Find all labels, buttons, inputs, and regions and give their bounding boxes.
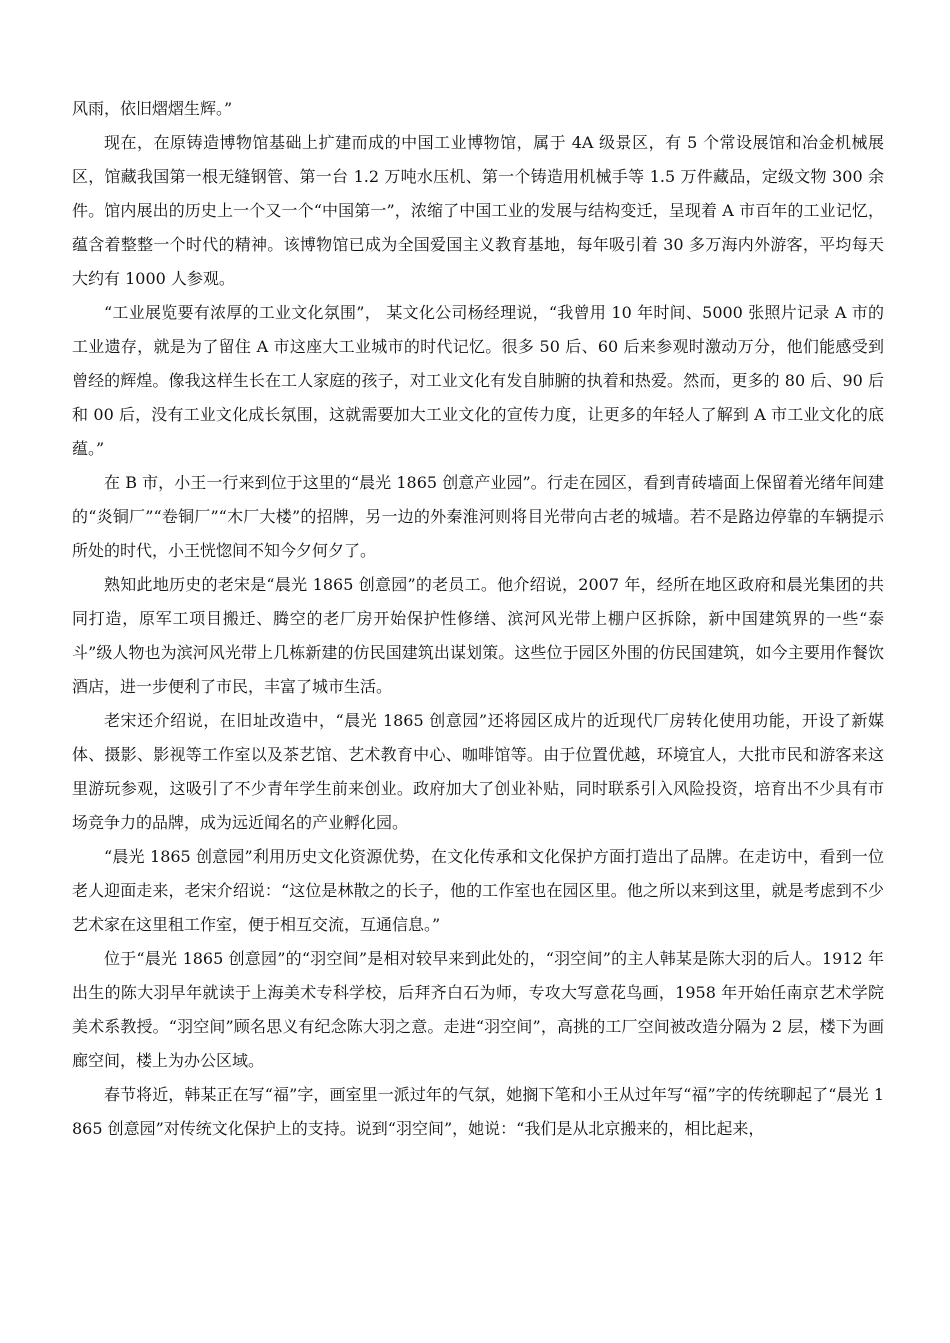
paragraph-cultural-brand: “晨光 1865 创意园”利用历史文化资源优势，在文化传承和文化保护方面打造出了品牌。在走访中，看到一位老人迎面走来，老宋介绍说：“这位是林散之的长子，他的工作室也在园区里。他之所以来到这里，就是考虑到不少艺术家在这里租工作室，便于相互交流，互通信息。” (72, 847, 884, 934)
paragraph-yu-space: 位于“晨光 1865 创意园”的“羽空间”是相对较早来到此处的，“羽空间”的主人韩某是陈大羽的后人。1912 年出生的陈大羽早年就读于上海美术专科学校，后拜齐白石为师，专攻大写意花鸟画，1958 年开始任南京艺术学院美术系教授。“羽空间”顾名思义有纪念陈大羽之意。走进“羽空间”，高挑的工厂空间被改造分隔为 2 层，楼下为画廊空间，楼上为办公区域。 (72, 949, 884, 1070)
paragraph-manager-yang-quote: “工业展览要有浓厚的工业文化氛围”， 某文化公司杨经理说，“我曾用 10 年时间、5000 张照片记录 A 市的工业遗存，就是为了留住 A 市这座大工业城市的时代记忆。很多 50 后、60 后来参观时激动万分，他们能感受到曾经的辉煌。像我这样生长在工人家庭的孩子，对工业文化有发自肺腑的执着和热爱。然而，更多的 80 后、90 后和 00 后，没有工业文化成长氛围，这就需要加大工业文化的宣传力度，让更多的年轻人了解到 A 市工业文化的底蕴。” (72, 303, 884, 458)
document-page (72, 92, 884, 1146)
paragraph-renovation-incubator: 老宋还介绍说，在旧址改造中，“晨光 1865 创意园”还将园区成片的近现代厂房转化使用功能，开设了新媒体、摄影、影视等工作室以及茶艺馆、艺术教育中心、咖啡馆等。由于位置优越，环境宜人，大批市民和游客来这里游玩参观，这吸引了不少青年学生前来创业。政府加大了创业补贴，同时联系引入风险投资，培育出不少具有市场竞争力的品牌，成为远近闻名的产业孵化园。 (72, 711, 884, 832)
paragraph-continued: 风雨，依旧熠熠生辉。” (72, 99, 233, 118)
paragraph-chenguang-park-arrival: 在 B 市，小王一行来到位于这里的“晨光 1865 创意产业园”。行走在园区，看到青砖墙面上保留着光绪年间建的“炎铜厂”“卷铜厂”“木厂大楼”的招牌，另一边的外秦淮河则将目光带向古老的城墙。若不是路边停靠的车辆提示所处的时代，小王恍惚间不知今夕何夕了。 (72, 473, 884, 560)
paragraph-industrial-museum: 现在，在原铸造博物馆基础上扩建而成的中国工业博物馆，属于 4A 级景区，有 5 个常设展馆和冶金机械展区，馆藏我国第一根无缝钢管、第一台 1.2 万吨水压机、第一个铸造用机械手等 1.5 万件藏品，定级文物 300 余件。馆内展出的历史上一个又一个“中国第一”，浓缩了中国工业的发展与结构变迁，呈现着 A 市百年的工业记忆，蕴含着整整一个时代的精神。该博物馆已成为全国爱国主义教育基地，每年吸引着 30 多万海内外游客，平均每天大约有 1000 人参观。 (72, 133, 884, 288)
paragraph-lao-song-history: 熟知此地历史的老宋是“晨光 1865 创意园”的老员工。他介绍说，2007 年，经所在地区政府和晨光集团的共同打造，原军工项目搬迁、腾空的老厂房开始保护性修缮、滨河风光带上棚户区拆除，新中国建筑界的一些“泰斗”级人物也为滨河风光带上几栋新建的仿民国建筑出谋划策。这些位于园区外围的仿民国建筑，如今主要用作餐饮酒店，进一步便利了市民，丰富了城市生活。 (72, 575, 884, 696)
paragraph-spring-festival: 春节将近，韩某正在写“福”字，画室里一派过年的气氛，她搁下笔和小王从过年写“福”字的传统聊起了“晨光 1865 创意园”对传统文化保护上的支持。说到“羽空间”，她说：“我们是从北京搬来的，相比起来， (72, 1085, 884, 1138)
